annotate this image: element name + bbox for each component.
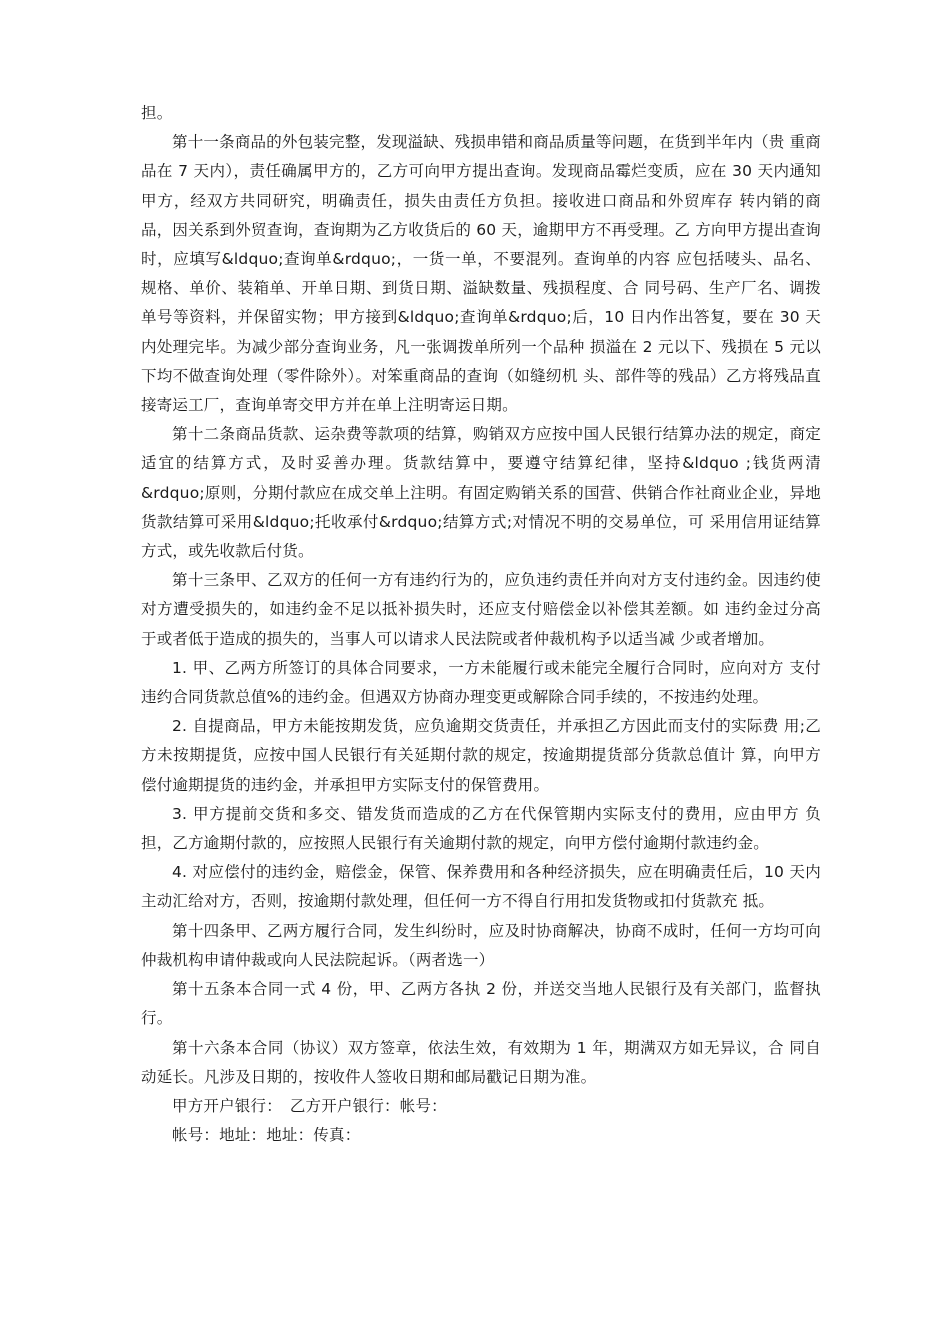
paragraph-continuation: 担。 (141, 104, 173, 122)
paragraph-article-13: 第十三条甲、乙双方的任何一方有违约行为的，应负违约责任并向对方支付违约金。因违约使对方遭受损失的，如违约金不足以抵补损失时，还应支付赔偿金以补偿其差额。如 违约金过分高于或者低于造成的损失的，当事人可以请求人民法院或者仲裁机构予以适当减 少或者增加。 (141, 571, 821, 648)
paragraph-article-12: 第十二条商品货款、运杂费等款项的结算，购销双方应按中国人民银行结算办法的规定，商定适宜的结算方式，及时妥善办理。货款结算中，要遵守结算纪律，坚持&ldquo ;钱货两清&rdquo;原则，分期付款应在成交单上注明。有固定购销关系的国营、供销合作社商业企业，异地货款结算可采用&ldquo;托收承付&rdquo;结算方式;对情况不明的交易单位，可 采用信用证结算方式，或先收款后付货。 (141, 425, 821, 561)
paragraph-article-11: 第十一条商品的外包装完整，发现溢缺、残损串错和商品质量等问题，在货到半年内（贵 重商品在 7 天内），责任确属甲方的，乙方可向甲方提出查询。发现商品霉烂变质，应在 30 天内通知甲方，经双方共同研究，明确责任，损失由责任方负担。接收进口商品和外贸库存 转内销的商品，因关系到外贸查询，查询期为乙方收货后的 60 天，逾期甲方不再受理。乙 方向甲方提出查询时，应填写&ldquo;查询单&rdquo;，一货一单，不要混列。查询单的内容 应包括唛头、品名、规格、单价、装箱单、开单日期、到货日期、溢缺数量、残损程度、合 同号码、生产厂名、调拨单号等资料，并保留实物；甲方接到&ldquo;查询单&rdquo;后，10 日内作出答复，要在 30 天内处理完毕。为减少部分查询业务，凡一张调拨单所列一个品种 损溢在 2 元以下、残损在 5 元以下均不做查询处理（零件除外）。对笨重商品的查询（如缝纫机 头、部件等的残品）乙方将残品直接寄运工厂，查询单寄交甲方并在单上注明寄运日期。 (141, 133, 821, 415)
paragraph-article-14: 第十四条甲、乙两方履行合同，发生纠纷时，应及时协商解决，协商不成时，任何一方均可向仲裁机构申请仲裁或向人民法院起诉。（两者选一） (141, 921, 821, 969)
bank-info-line: 甲方开户银行： 乙方开户银行：帐号： (172, 1096, 447, 1115)
account-address-line: 帐号：地址：地址：传真： (172, 1126, 361, 1145)
paragraph-article-15: 第十五条本合同一式 4 份，甲、乙两方各执 2 份，并送交当地人民银行及有关部门，监督执行。 (141, 980, 821, 1028)
paragraph-clause-3: 3. 甲方提前交货和多交、错发货而造成的乙方在代保管期内实际支付的费用，应由甲方 负担，乙方逾期付款的，应按照人民银行有关逾期付款的规定，向甲方偿付逾期付款违约金。 (141, 804, 821, 853)
paragraph-clause-1: 1. 甲、乙两方所签订的具体合同要求，一方未能履行或未能完全履行合同时，应向对方 支付违约合同货款总值%的违约金。但遇双方协商办理变更或解除合同手续的，不按违约处理。 (141, 658, 821, 707)
document-body (141, 99, 821, 1150)
paragraph-clause-2: 2. 自提商品，甲方未能按期发货，应负逾期交货责任，并承担乙方因此而支付的实际费 用;乙方未按期提货，应按中国人民银行有关延期付款的规定，按逾期提货部分货款总值计 算，向甲方偿付逾期提货的违约金，并承担甲方实际支付的保管费用。 (141, 717, 821, 794)
paragraph-clause-4: 4. 对应偿付的违约金，赔偿金，保管、保养费用和各种经济损失，应在明确责任后，10 天内主动汇给对方，否则，按逾期付款处理，但任何一方不得自行用扣发货物或扣付货款充 抵。 (141, 863, 821, 911)
paragraph-article-16: 第十六条本合同（协议）双方签章，依法生效，有效期为 1 年，期满双方如无异议，合 同自动延长。凡涉及日期的，按收件人签收日期和邮局戳记日期为准。 (141, 1038, 821, 1086)
